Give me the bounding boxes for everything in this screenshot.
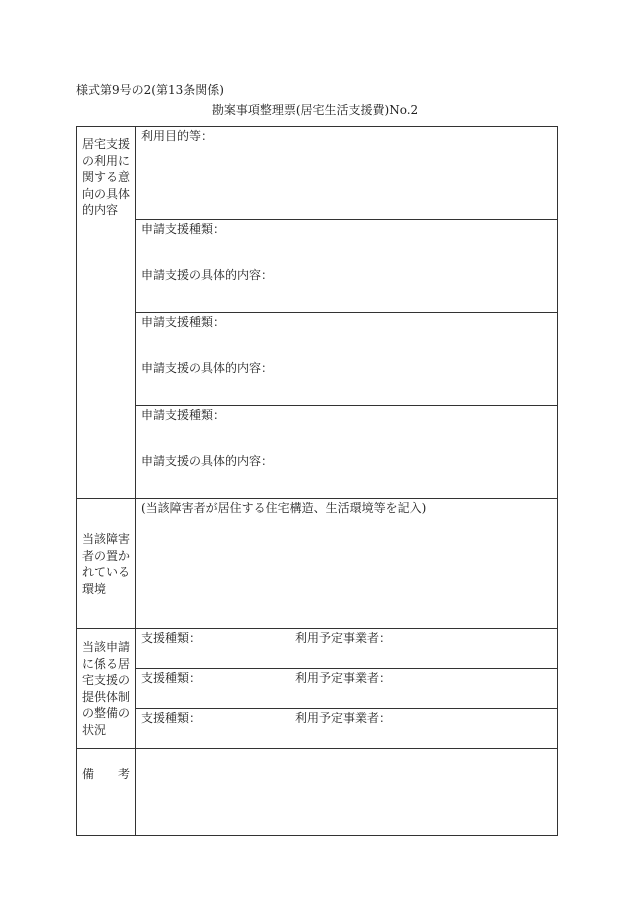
request-type-label: 申請支援種類： <box>141 222 226 236</box>
form-title: 勘案事項整理票(居宅生活支援費)No.2 <box>211 103 419 117</box>
divider-remarks <box>76 748 558 749</box>
request-type-label: 申請支援種類： <box>141 315 226 329</box>
planned-provider-label: 利用予定事業者： <box>295 711 392 725</box>
divider-purpose <box>135 219 558 220</box>
intent-section-label: 居宅支援 の利用に 関する意 向の具体 的内容 <box>82 137 131 217</box>
support-type-label: 支援種類： <box>141 631 202 645</box>
remarks-label: 備考 <box>82 767 130 781</box>
label-column-divider <box>135 126 136 836</box>
request-content-label: 申請支援の具体的内容： <box>141 268 274 282</box>
request-content-label: 申請支援の具体的内容： <box>141 361 274 375</box>
divider-provision <box>76 628 558 629</box>
form-number: 様式第9号の2(第13条関係) <box>76 83 224 97</box>
divider-provision-row-1 <box>135 668 558 669</box>
request-type-label: 申請支援種類： <box>141 408 226 422</box>
planned-provider-label: 利用予定事業者： <box>295 671 392 685</box>
divider-environment <box>76 498 558 499</box>
purpose-label: 利用目的等： <box>141 129 214 143</box>
divider-request-1 <box>135 312 558 313</box>
support-type-label: 支援種類： <box>141 711 202 725</box>
support-type-label: 支援種類： <box>141 671 202 685</box>
divider-request-2 <box>135 405 558 406</box>
environment-note: (当該障害者が居住する住宅構造、生活環境等を記入) <box>141 501 427 515</box>
environment-section-label: 当該障害 者の置か れている 環境 <box>82 532 131 596</box>
provision-section-label: 当該申請 に係る居 宅支援の 提供体制 の整備の 状況 <box>82 640 131 737</box>
request-content-label: 申請支援の具体的内容： <box>141 454 274 468</box>
planned-provider-label: 利用予定事業者： <box>295 631 392 645</box>
divider-provision-row-2 <box>135 708 558 709</box>
